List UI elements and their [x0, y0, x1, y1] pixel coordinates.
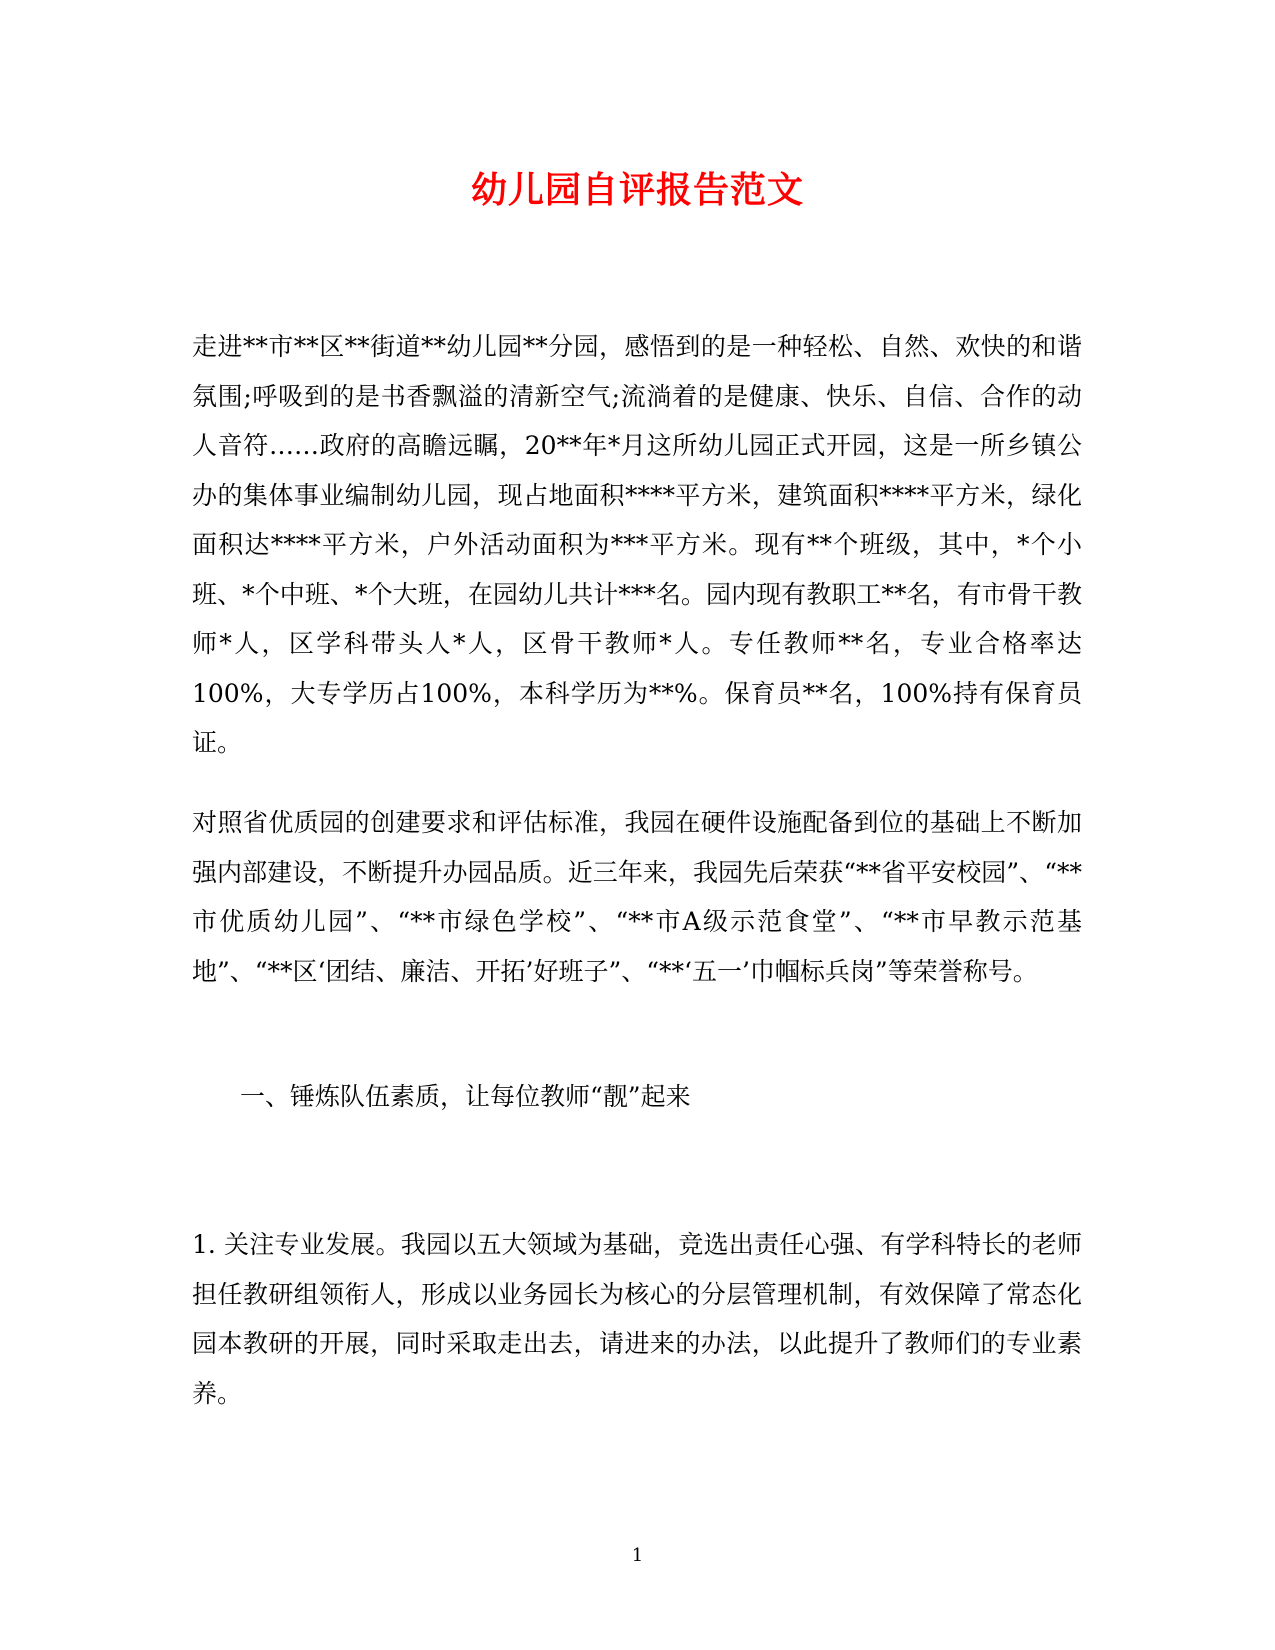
- list-item-professional-development: 1. 关注专业发展。我园以五大领域为基础，竞选出责任心强、有学科特长的老师担任教研组领衔人，形成以业务园长为核心的分层管理机制，有效保障了常态化园本教研的开展，同时采取走出去，请进来的办法，以此提升了教师们的专业素养。: [192, 1230, 1082, 1408]
- document-title: 幼儿园自评报告范文: [470, 169, 804, 211]
- paragraph-introduction: 走进**市**区**街道**幼儿园**分园，感悟到的是一种轻松、自然、欢快的和谐氛围;呼吸到的是书香飘溢的清新空气;流淌着的是健康、快乐、自信、合作的动人音符……政府的高瞻远瞩，20**年*月这所幼儿园正式开园，这是一所乡镇公办的集体事业编制幼儿园，现占地面积****平方米，建筑面积****平方米，绿化面积达****平方米，户外活动面积为***平方米。现有**个班级，其中，*个小班、*个中班、*个大班，在园幼儿共计***名。园内现有教职工**名，有市骨干教师*人，区学科带头人*人，区骨干教师*人。专任教师**名，专业合格率达100%，大专学历占100%，本科学历为**%。保育员**名，100%持有保育员证。: [192, 332, 1082, 757]
- page-number: 1: [631, 1545, 644, 1566]
- paragraph-honors: 对照省优质园的创建要求和评估标准，我园在硬件设施配备到位的基础上不断加强内部建设，不断提升办园品质。近三年来，我园先后荣获“**省平安校园”、“**市优质幼儿园”、“**市绿色学校”、“**市A级示范食堂”、“**市早教示范基地”、“**区‘团结、廉洁、开拓’好班子”、“**‘五一’巾帼标兵岗”等荣誉称号。: [192, 808, 1082, 986]
- section-heading: 一、锤炼队伍素质，让每位教师“靓”起来: [240, 1082, 691, 1111]
